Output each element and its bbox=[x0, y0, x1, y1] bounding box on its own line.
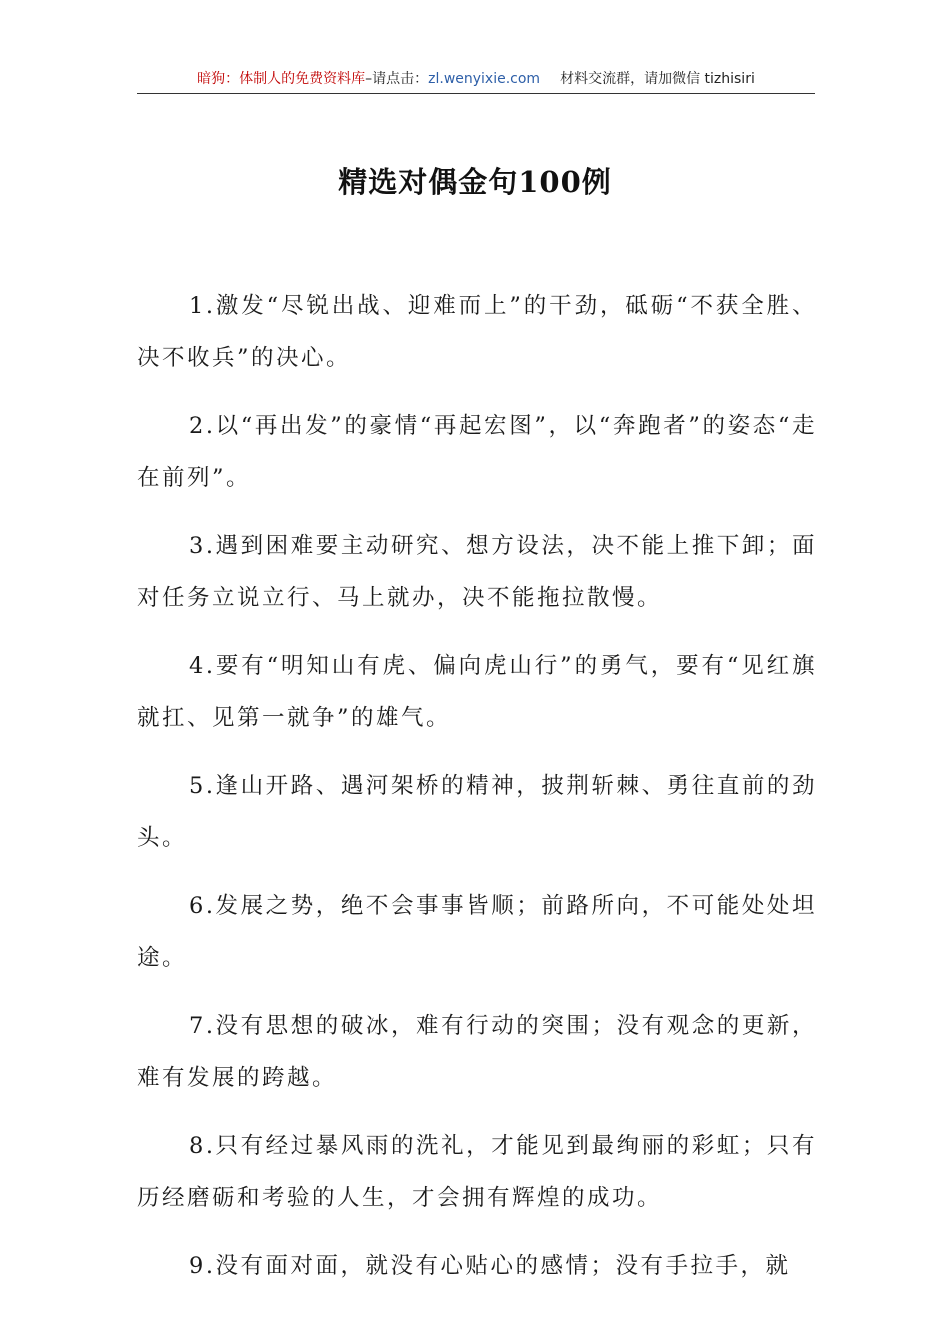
paragraph-4: 4.要有“明知山有虎、偏向虎山行”的勇气，要有“见红旗就扛、见第一就争”的雄气。 bbox=[137, 653, 817, 731]
document-title: 精选对偶金句100例 bbox=[338, 165, 612, 199]
header-brand: 暗狗：体制人的免费资料库 bbox=[197, 71, 366, 87]
page-header bbox=[137, 68, 815, 94]
paragraph-2: 2.以“再出发”的豪情“再起宏图”，以“奔跑者”的姿态“走在前列”。 bbox=[137, 413, 817, 491]
paragraph-3: 3.遇到困难要主动研究、想方设法，决不能上推下卸；面对任务立说立行、马上就办，决不能拖拉散慢。 bbox=[137, 533, 817, 611]
paragraph-7: 7.没有思想的破冰，难有行动的突围；没有观念的更新，难有发展的跨越。 bbox=[137, 1013, 817, 1091]
paragraph-9: 9.没有面对面，就没有心贴心的感情；没有手拉手，就 bbox=[189, 1253, 791, 1279]
header-click-prompt: –请点击： bbox=[365, 71, 429, 87]
header-contact: 材料交流群，请加微信 tizhisiri bbox=[560, 71, 755, 87]
paragraph-1: 1.激发“尽锐出战、迎难而上”的干劲，砥砺“不获全胜、决不收兵”的决心。 bbox=[137, 293, 817, 371]
paragraph-6: 6.发展之势，绝不会事事皆顺；前路所向，不可能处处坦途。 bbox=[137, 893, 817, 971]
header-url-link[interactable]: zl.wenyixie.com bbox=[428, 71, 541, 87]
paragraph-8: 8.只有经过暴风雨的洗礼，才能见到最绚丽的彩虹；只有历经磨砺和考验的人生，才会拥有辉煌的成功。 bbox=[137, 1133, 817, 1211]
paragraph-5: 5.逢山开路、遇河架桥的精神，披荆斩棘、勇往直前的劲头。 bbox=[137, 773, 817, 851]
document-body bbox=[137, 280, 817, 1308]
